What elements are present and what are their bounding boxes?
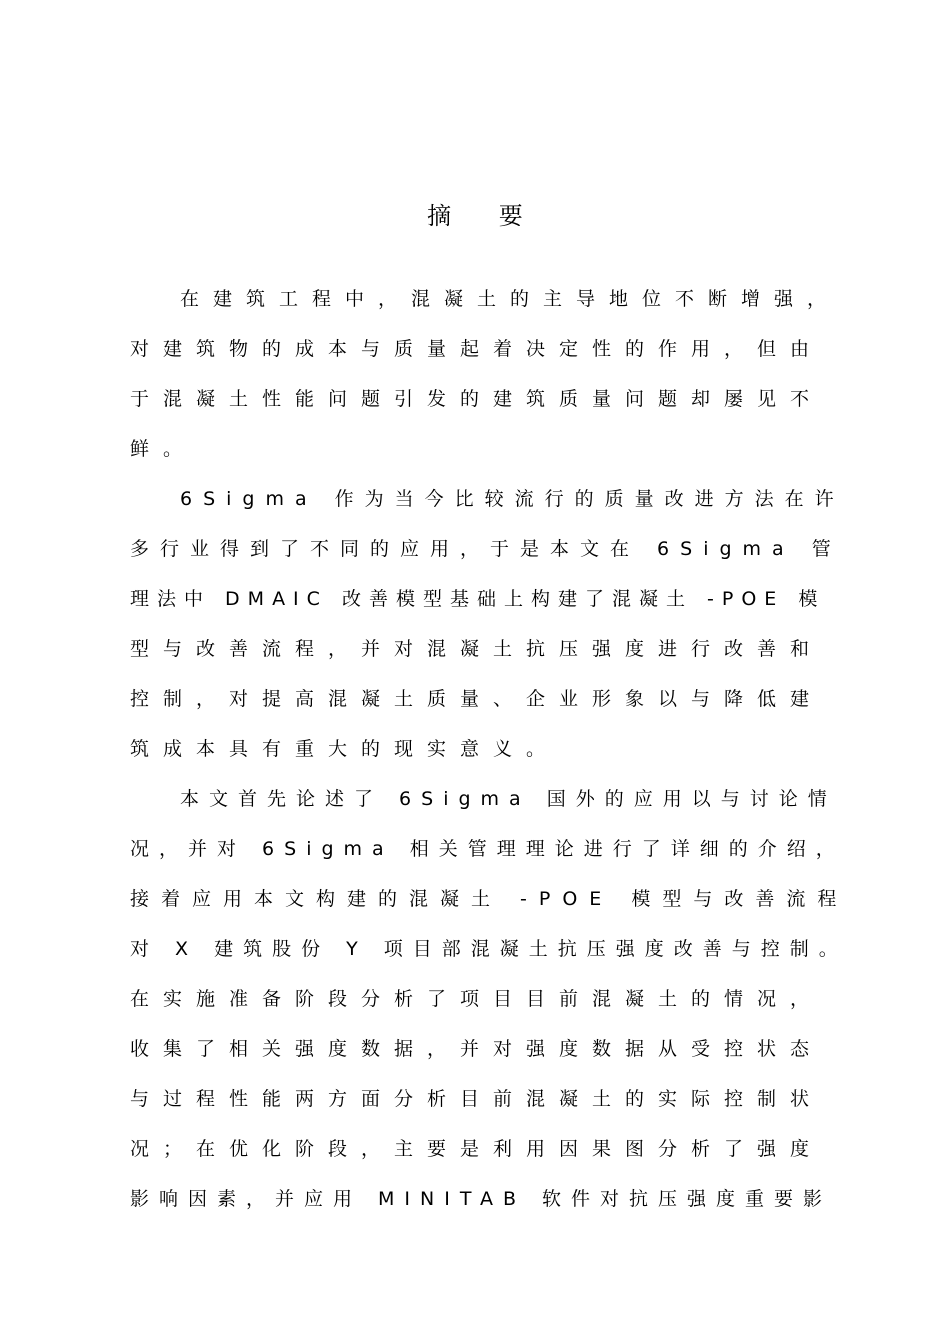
text-line: 对 X 建筑股份 Y 项目部混凝土抗压强度改善与控制。 <box>130 938 848 960</box>
text-line: 况；在优化阶段，主要是利用因果图分析了强度 <box>130 1138 824 1160</box>
text-line: 影响因素，并应用 MINITAB 软件对抗压强度重要影 <box>130 1188 833 1210</box>
text-line: 筑成本具有重大的现实意义。 <box>130 738 560 760</box>
text-line: 理法中 DMAIC 改善模型基础上构建了混凝土 -POE 模 <box>130 588 826 610</box>
text-line: 多行业得到了不同的应用，于是本文在 6Sigma 管 <box>130 538 842 560</box>
text-line: 鲜。 <box>130 438 197 460</box>
text-line: 型与改善流程，并对混凝土抗压强度进行改善和 <box>130 638 824 660</box>
text-line: 6Sigma 作为当今比较流行的质量改进方法在许 <box>180 488 845 510</box>
text-line: 本文首先论述了 6Sigma 国外的应用以与讨论情 <box>180 788 837 810</box>
text-line: 接着应用本文构建的混凝土 -POE 模型与改善流程 <box>130 888 849 910</box>
text-line: 在实施准备阶段分析了项目目前混凝土的情况， <box>130 988 824 1010</box>
text-line: 于混凝土性能问题引发的建筑质量问题却屡见不 <box>130 388 824 410</box>
text-line: 在建筑工程中，混凝土的主导地位不断增强， <box>180 288 841 310</box>
text-line: 收集了相关强度数据，并对强度数据从受控状态 <box>130 1038 824 1060</box>
text-line: 控制，对提高混凝土质量、企业形象以与降低建 <box>130 688 824 710</box>
text-line: 对建筑物的成本与质量起着决定性的作用，但由 <box>130 338 824 360</box>
abstract-body <box>130 279 849 1229</box>
page-title: 摘 要 <box>427 202 543 230</box>
text-line: 况，并对 6Sigma 相关管理理论进行了详细的介绍， <box>130 838 845 860</box>
text-line: 与过程性能两方面分析目前混凝土的实际控制状 <box>130 1088 824 1110</box>
